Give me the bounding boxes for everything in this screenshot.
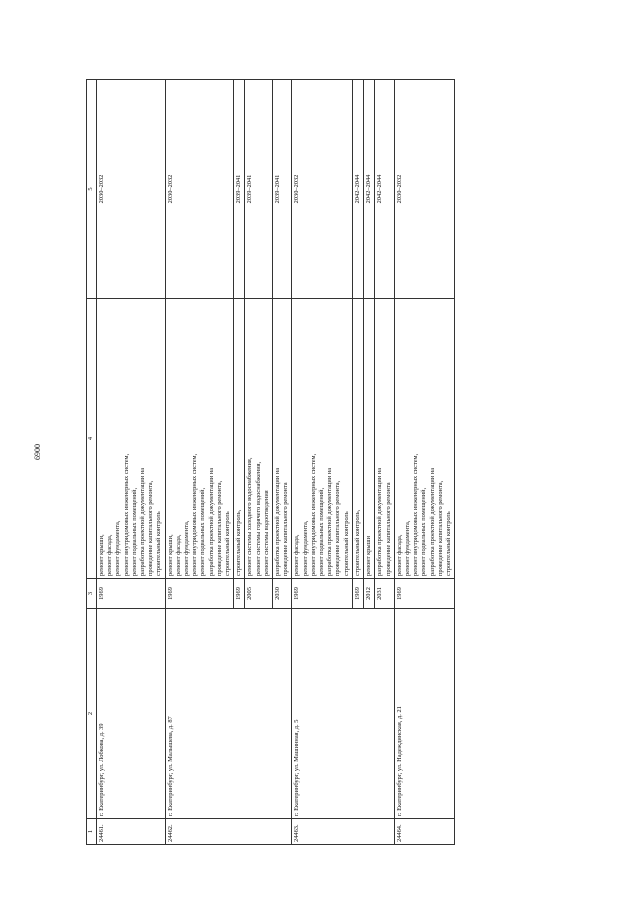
works-list <box>396 301 453 576</box>
work-item: разработка проектной документации на <box>376 467 384 576</box>
works-cell <box>364 299 375 579</box>
works-cell <box>292 299 352 579</box>
work-item: ремонт системы водоотведения <box>262 490 270 576</box>
entry-number: 24463. <box>292 819 394 845</box>
work-item: строительный контроль <box>444 511 452 576</box>
works-cell <box>165 299 234 579</box>
work-item: ремонт крыши, <box>98 534 105 576</box>
works-cell <box>273 299 292 579</box>
work-item: проведение капитального ремонта, <box>215 480 223 576</box>
table-row <box>165 80 234 845</box>
works-list <box>98 301 164 576</box>
building-address: г. Екатеринбург, ул. Машинная, д. 5 <box>292 609 394 819</box>
works-cell <box>394 299 454 579</box>
work-item: проведение капитального ремонта, <box>436 480 444 576</box>
rotated-table <box>86 80 601 845</box>
period-cell: 2042–2044 <box>364 80 375 299</box>
year-cell: 1969 <box>97 579 166 609</box>
works-list <box>293 301 350 576</box>
works-cell <box>234 299 245 579</box>
works-list <box>235 301 243 576</box>
year-cell: 2005 <box>245 579 273 609</box>
works-cell <box>352 299 363 579</box>
building-address: г. Екатеринбург, ул. Малышева, д. 87 <box>165 609 292 819</box>
year-cell: 1969 <box>234 579 245 609</box>
year-cell: 1969 <box>292 579 352 609</box>
entry-number: 24464. <box>394 819 454 845</box>
header-cell: 3 <box>87 579 97 609</box>
work-item: ремонт фасада, <box>106 534 114 576</box>
work-item: ремонт подвальных помещений, <box>318 487 326 576</box>
work-item: строительный контроль, <box>235 509 243 576</box>
period-cell: 2030–2032 <box>292 80 352 299</box>
work-item: ремонт системы холодного водоснабжения, <box>246 457 254 576</box>
period-cell: 2042–2044 <box>352 80 363 299</box>
work-item: ремонт внутридомовых инженерных систем, <box>122 453 130 576</box>
year-cell: 2030 <box>273 579 292 609</box>
work-item: ремонт внутридомовых инженерных систем, <box>309 453 317 576</box>
work-item: ремонт фундамента, <box>114 520 122 576</box>
table-row <box>97 80 166 845</box>
year-cell: 1969 <box>352 579 363 609</box>
header-cell: 1 <box>87 819 97 845</box>
work-item: ремонт фундамента, <box>183 520 191 576</box>
work-item: ремонт крыши, <box>166 534 174 576</box>
year-cell: 1969 <box>394 579 454 609</box>
work-item: ремонт фасада, <box>174 534 182 576</box>
header-cell: 5 <box>87 80 97 299</box>
work-item: ремонт крыши <box>365 535 373 576</box>
table-row <box>394 80 454 845</box>
period-cell: 2039–2041 <box>245 80 273 299</box>
period-cell: 2030–2032 <box>165 80 234 299</box>
page-number: 6900 <box>33 444 42 460</box>
header-row <box>87 80 97 845</box>
year-cell: 1969 <box>165 579 234 609</box>
entry-number: 24462. <box>165 819 292 845</box>
work-item: ремонт фундамента, <box>301 520 309 576</box>
work-item: ремонт фасада, <box>395 534 403 576</box>
header-cell: 2 <box>87 609 97 819</box>
work-item: строительный контроль <box>155 511 163 576</box>
work-item: ремонт внутридомовых инженерных систем, <box>412 453 420 576</box>
work-item: разработка проектной документации на <box>139 467 147 576</box>
work-item: разработка проектной документации на <box>428 467 436 576</box>
work-item: разработка проектной документации на <box>207 467 215 576</box>
works-cell <box>245 299 273 579</box>
works-list <box>167 301 233 576</box>
work-item: проведение капитального ремонта <box>384 482 392 576</box>
repair-schedule-table <box>86 79 455 845</box>
period-cell: 2039–2041 <box>273 80 292 299</box>
works-cell <box>97 299 166 579</box>
work-item: проведение капитального ремонта, <box>147 480 155 576</box>
works-list <box>365 301 373 576</box>
work-item: строительный контроль <box>224 511 232 576</box>
work-item: ремонт системы горячего водоснабжения, <box>254 461 262 576</box>
work-item: строительный контроль <box>342 511 350 576</box>
works-list <box>246 301 271 576</box>
entry-number: 24461. <box>97 819 166 845</box>
works-cell <box>375 299 394 579</box>
work-item: ремонт подвальных помещений, <box>130 487 138 576</box>
table-body <box>97 80 455 845</box>
works-list <box>354 301 362 576</box>
work-item: разработка проектной документации на <box>326 467 334 576</box>
work-item: ремонт фасада, <box>293 534 301 576</box>
works-list <box>376 301 392 576</box>
work-item: строительный контроль, <box>353 509 361 576</box>
work-item: ремонт внутридомовых инженерных систем, <box>191 453 199 576</box>
period-cell: 2042–2044 <box>375 80 394 299</box>
work-item: проведение капитального ремонта <box>282 482 290 576</box>
work-item: разработка проектной документации на <box>274 467 282 576</box>
period-cell: 2039–2041 <box>234 80 245 299</box>
work-item: проведение капитального ремонта, <box>334 480 342 576</box>
works-list <box>274 301 290 576</box>
work-item: ремонт подвальных помещений, <box>199 487 207 576</box>
header-cell: 4 <box>87 299 97 579</box>
year-cell: 2012 <box>364 579 375 609</box>
table-row <box>292 80 352 845</box>
building-address: г. Екатеринбург, ул. Надеждинская, д. 21 <box>394 609 454 819</box>
period-cell: 2030–2032 <box>97 80 166 299</box>
period-cell: 2030–2032 <box>394 80 454 299</box>
work-item: ремонт фундамента, <box>403 520 411 576</box>
year-cell: 2031 <box>375 579 394 609</box>
work-item: ремонт подвальных помещений, <box>420 487 428 576</box>
building-address: г. Екатеринбург, ул. Лобкова, д. 39 <box>97 609 166 819</box>
